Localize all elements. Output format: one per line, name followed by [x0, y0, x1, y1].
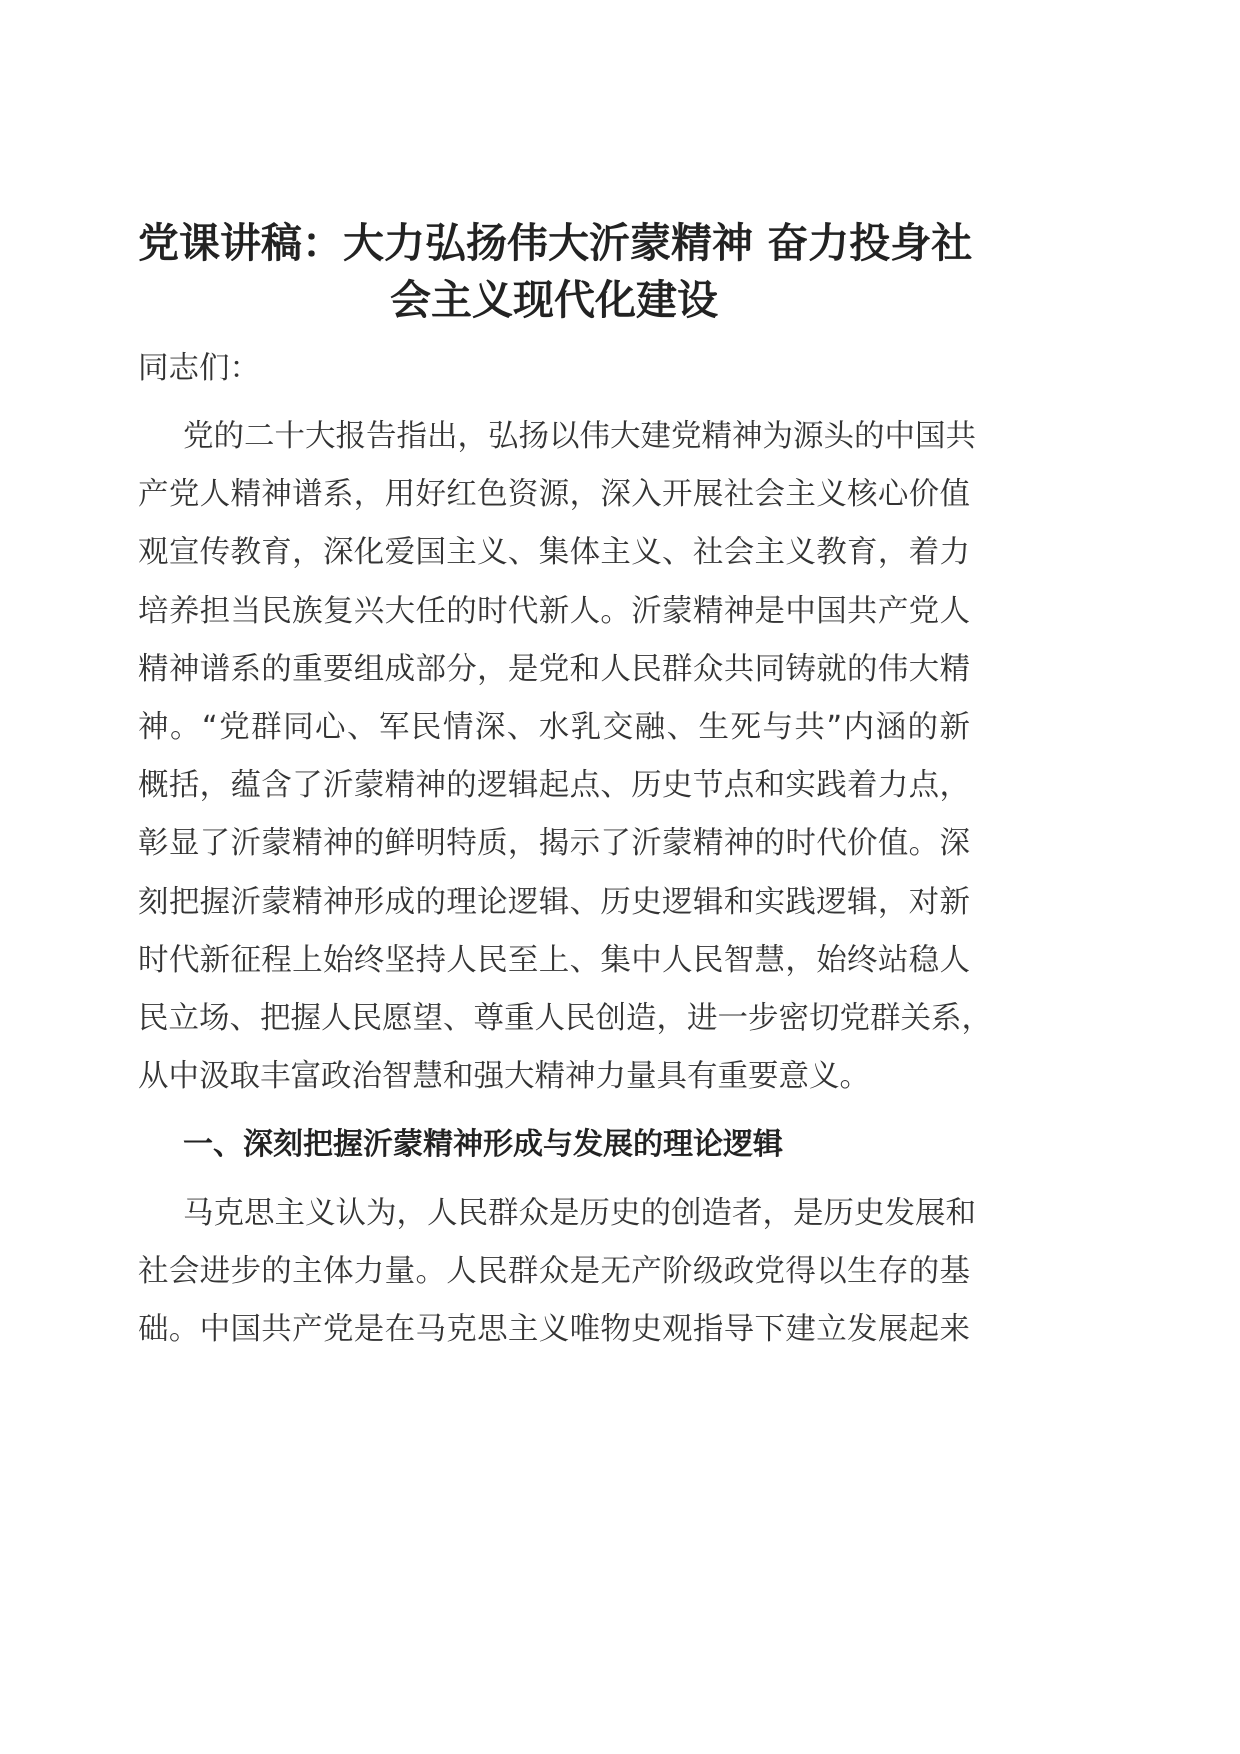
title-line: 会主义现代化建设 [390, 276, 718, 324]
paragraph-line: 神。“党群同心、军民情深、水乳交融、生死与共”内涵的新 [138, 710, 970, 746]
paragraph-line: 民立场、把握人民愿望、尊重人民创造，进一步密切党群关系， [138, 1001, 992, 1037]
document-title [138, 215, 973, 329]
paragraph-line: 观宣传教育，深化爱国主义、集体主义、社会主义教育，着力 [138, 535, 970, 571]
paragraph-line: 产党人精神谱系，用好红色资源，深入开展社会主义核心价值 [138, 477, 970, 513]
paragraph-line: 刻把握沂蒙精神形成的理论逻辑、历史逻辑和实践逻辑，对新 [138, 884, 970, 920]
paragraph-line: 社会进步的主体力量。人民群众是无产阶级政党得以生存的基 [138, 1254, 970, 1290]
section-paragraph [138, 1185, 976, 1360]
paragraph-line: 彰显了沂蒙精神的鲜明特质，揭示了沂蒙精神的时代价值。深 [138, 826, 970, 862]
section-heading: 一、深刻把握沂蒙精神形成与发展的理论逻辑 [183, 1127, 783, 1162]
paragraph-line: 时代新征程上始终坚持人民至上、集中人民智慧，始终站稳人 [138, 942, 970, 978]
salutation: 同志们： [138, 351, 260, 386]
paragraph-line: 培养担当民族复兴大任的时代新人。沂蒙精神是中国共产党人 [138, 593, 970, 629]
intro-paragraph [138, 408, 992, 1106]
paragraph-line: 党的二十大报告指出，弘扬以伟大建党精神为源头的中国共 [183, 419, 976, 454]
paragraph-line: 精神谱系的重要组成部分，是党和人民群众共同铸就的伟大精 [138, 651, 970, 687]
title-line: 党课讲稿：大力弘扬伟大沂蒙精神 奋力投身社 [138, 219, 973, 267]
paragraph-line: 础。中国共产党是在马克思主义唯物史观指导下建立发展起来 [138, 1312, 970, 1348]
paragraph-line: 概括，蕴含了沂蒙精神的逻辑起点、历史节点和实践着力点， [138, 768, 970, 804]
paragraph-line: 马克思主义认为，人民群众是历史的创造者，是历史发展和 [183, 1196, 976, 1231]
paragraph-line: 从中汲取丰富政治智慧和强大精神力量具有重要意义。 [138, 1059, 870, 1095]
